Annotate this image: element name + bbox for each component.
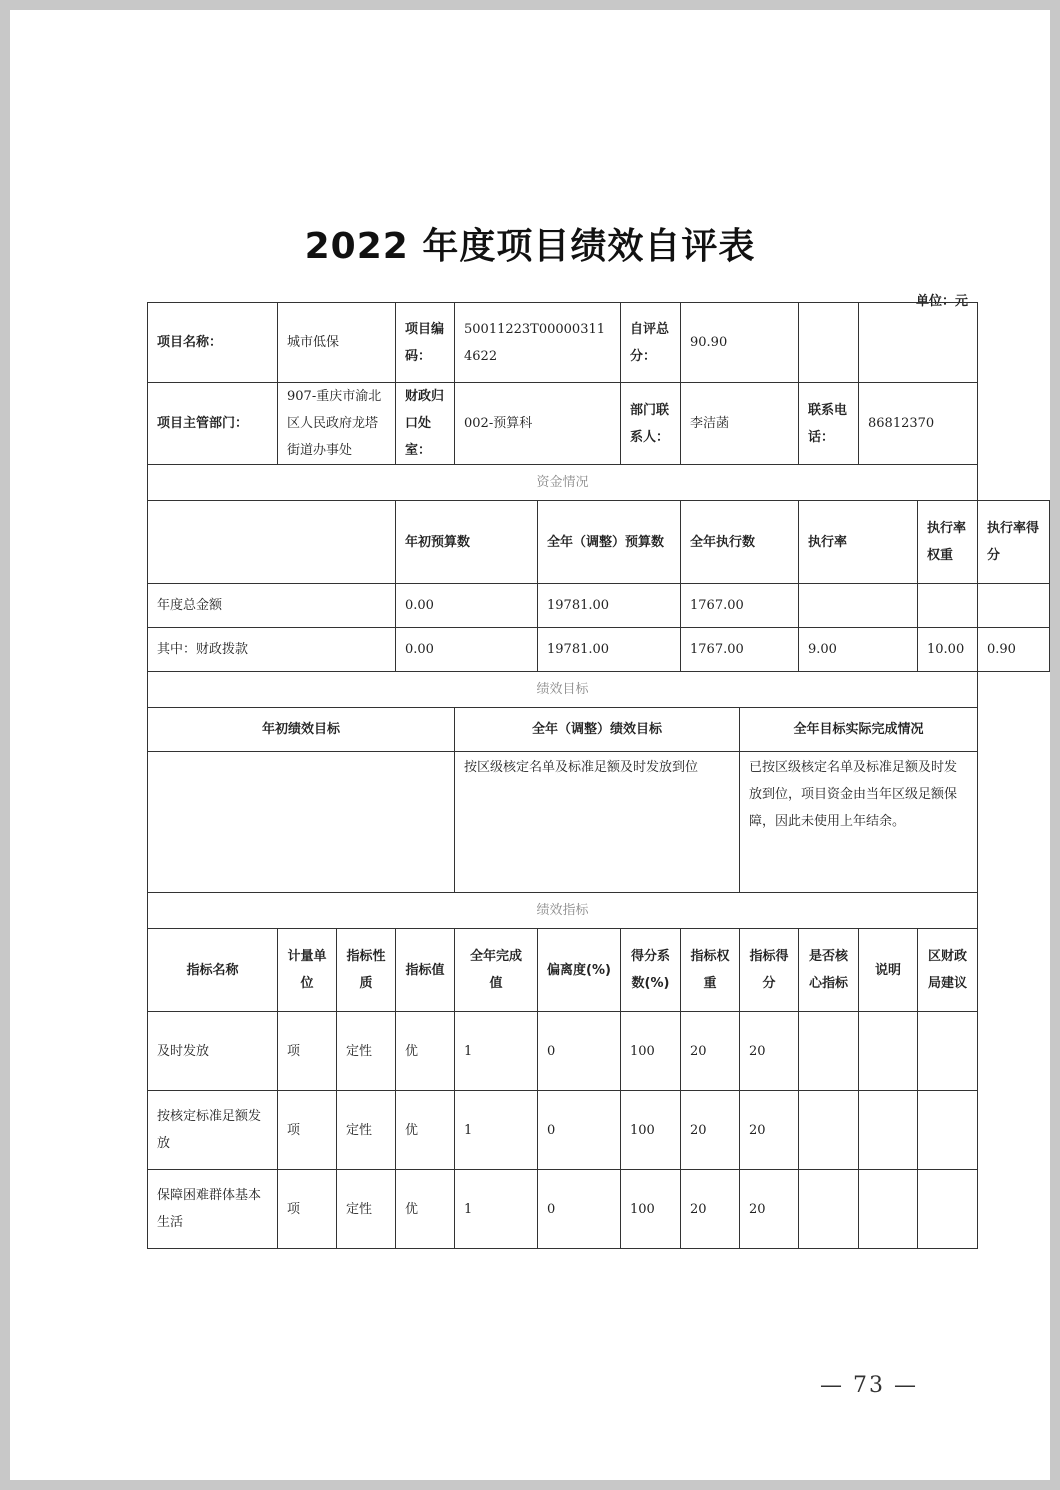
evaluation-table [147, 302, 1050, 1249]
indicator-cell: 项 [278, 1012, 337, 1091]
page-title: 2022 年度项目绩效自评表 [304, 226, 756, 267]
indicator-cell: 20 [740, 1012, 799, 1091]
phone-value: 86812370 [859, 383, 978, 465]
funding-header-executed: 全年执行数 [681, 501, 799, 584]
indicator-cell: 20 [681, 1091, 740, 1170]
indicator-header-note: 说明 [859, 929, 918, 1012]
funding-initial: 0.00 [396, 628, 538, 672]
indicator-header-nature: 指标性质 [337, 929, 396, 1012]
funding-header-adjusted: 全年（调整）预算数 [538, 501, 681, 584]
indicator-cell: 100 [621, 1170, 681, 1249]
indicator-header-deviation: 偏离度(%) [538, 929, 621, 1012]
table-row [148, 1012, 1050, 1091]
finance-office-value: 002-预算科 [455, 383, 621, 465]
indicator-cell [918, 1170, 978, 1249]
funding-section-row [148, 465, 1050, 501]
funding-header-initial: 年初预算数 [396, 501, 538, 584]
indicator-cell: 保障困难群体基本生活 [148, 1170, 278, 1249]
info-row-2 [148, 383, 1050, 465]
goals-adjusted-text: 按区级核定名单及标准足额及时发放到位 [455, 752, 740, 893]
funding-executed: 1767.00 [681, 628, 799, 672]
project-code-value: 50011223T000003114622 [455, 303, 621, 383]
indicator-cell: 按核定标准足额发放 [148, 1091, 278, 1170]
score-label: 自评总分： [621, 303, 681, 383]
unit-label: 单位：元 [915, 294, 968, 309]
indicator-header-core: 是否核心指标 [799, 929, 859, 1012]
funding-adjusted: 19781.00 [538, 628, 681, 672]
indicator-cell: 20 [740, 1091, 799, 1170]
indicator-header-weight: 指标权重 [681, 929, 740, 1012]
indicator-cell: 0 [538, 1012, 621, 1091]
project-name-value: 城市低保 [278, 303, 396, 383]
funding-weight: 10.00 [918, 628, 978, 672]
indicator-cell: 100 [621, 1012, 681, 1091]
indicator-header-score: 指标得分 [740, 929, 799, 1012]
indicators-header-row [148, 929, 1050, 1012]
contact-label: 部门联系人： [621, 383, 681, 465]
funding-score [978, 584, 1050, 628]
funding-row-label: 其中：财政拨款 [148, 628, 396, 672]
indicator-header-unit: 计量单位 [278, 929, 337, 1012]
goals-header-actual: 全年目标实际完成情况 [740, 708, 978, 752]
indicator-cell: 20 [740, 1170, 799, 1249]
dept-label: 项目主管部门： [148, 383, 278, 465]
page-number: — 73 — [820, 1373, 918, 1398]
indicators-section-title: 绩效指标 [148, 893, 978, 929]
project-code-label: 项目编码： [396, 303, 455, 383]
indicator-cell: 优 [396, 1012, 455, 1091]
funding-row-fiscal [148, 628, 1050, 672]
funding-header-row [148, 501, 1050, 584]
info-row-1 [148, 303, 1050, 383]
funding-section-title: 资金情况 [148, 465, 978, 501]
indicator-cell: 定性 [337, 1012, 396, 1091]
goals-actual-text: 已按区级核定名单及标准足额及时发放到位，项目资金由当年区级足额保障，因此未使用上年结余。 [740, 752, 978, 893]
project-name-label: 项目名称： [148, 303, 278, 383]
indicator-header-coefficient: 得分系数(%) [621, 929, 681, 1012]
indicator-cell: 1 [455, 1091, 538, 1170]
funding-weight [918, 584, 978, 628]
indicator-cell: 定性 [337, 1170, 396, 1249]
table-row [148, 1170, 1050, 1249]
indicator-cell: 定性 [337, 1091, 396, 1170]
goals-section-title: 绩效目标 [148, 672, 978, 708]
funding-score: 0.90 [978, 628, 1050, 672]
indicator-cell [859, 1170, 918, 1249]
empty-cell [148, 501, 396, 584]
indicator-header-completed: 全年完成值 [455, 929, 538, 1012]
funding-rate [799, 584, 918, 628]
goals-header-row [148, 708, 1050, 752]
indicator-header-advice: 区财政局建议 [918, 929, 978, 1012]
document-page [10, 10, 1050, 1480]
indicator-cell [859, 1091, 918, 1170]
funding-row-total [148, 584, 1050, 628]
goals-content-row [148, 752, 1050, 893]
goals-initial-text [148, 752, 455, 893]
table-row [148, 1091, 1050, 1170]
goals-section-row [148, 672, 1050, 708]
indicator-cell: 项 [278, 1091, 337, 1170]
indicator-cell: 项 [278, 1170, 337, 1249]
indicator-cell: 0 [538, 1170, 621, 1249]
empty-cell [859, 303, 978, 383]
funding-initial: 0.00 [396, 584, 538, 628]
goals-header-adjusted: 全年（调整）绩效目标 [455, 708, 740, 752]
indicator-cell [799, 1012, 859, 1091]
indicator-cell: 优 [396, 1091, 455, 1170]
indicators-section-row [148, 893, 1050, 929]
goals-header-initial: 年初绩效目标 [148, 708, 455, 752]
funding-row-label: 年度总金额 [148, 584, 396, 628]
indicator-header-value: 指标值 [396, 929, 455, 1012]
indicator-cell: 1 [455, 1170, 538, 1249]
indicator-cell [918, 1091, 978, 1170]
indicator-cell: 0 [538, 1091, 621, 1170]
funding-header-weight: 执行率权重 [918, 501, 978, 584]
empty-cell [799, 303, 859, 383]
indicator-cell [918, 1012, 978, 1091]
contact-value: 李洁菡 [681, 383, 799, 465]
funding-executed: 1767.00 [681, 584, 799, 628]
indicator-cell: 1 [455, 1012, 538, 1091]
indicator-cell: 及时发放 [148, 1012, 278, 1091]
score-value: 90.90 [681, 303, 799, 383]
funding-header-score: 执行率得分 [978, 501, 1050, 584]
indicator-cell [799, 1170, 859, 1249]
dept-value: 907-重庆市渝北区人民政府龙塔街道办事处 [278, 383, 396, 465]
indicator-cell [799, 1091, 859, 1170]
indicator-cell: 20 [681, 1170, 740, 1249]
indicator-cell: 20 [681, 1012, 740, 1091]
funding-adjusted: 19781.00 [538, 584, 681, 628]
finance-office-label: 财政归口处室： [396, 383, 455, 465]
funding-header-rate: 执行率 [799, 501, 918, 584]
indicator-cell [859, 1012, 918, 1091]
indicator-header-name: 指标名称 [148, 929, 278, 1012]
indicator-cell: 优 [396, 1170, 455, 1249]
indicator-cell: 100 [621, 1091, 681, 1170]
funding-rate: 9.00 [799, 628, 918, 672]
phone-label: 联系电话： [799, 383, 859, 465]
